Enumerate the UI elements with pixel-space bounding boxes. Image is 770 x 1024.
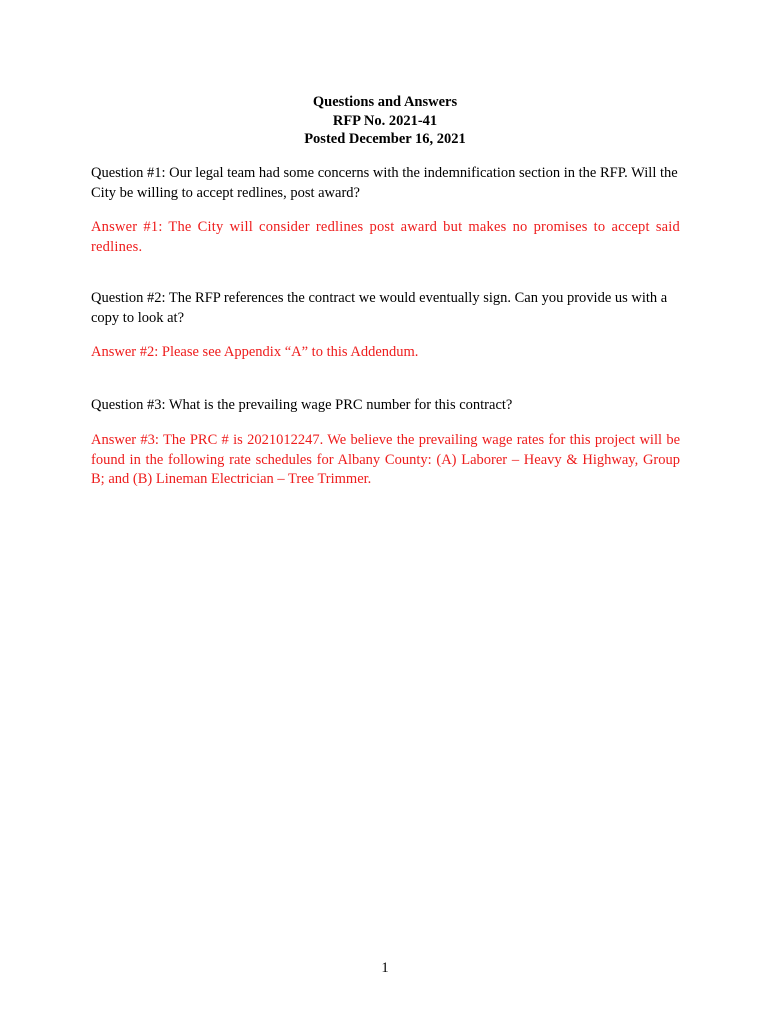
posted-date: Posted December 16, 2021 [304, 131, 466, 147]
answer-3: Answer #3: The PRC # is 2021012247. We believe the prevailing wage rates for this project will be found in the following rate schedules for Albany County: (A) Laborer – Heavy & Highway, Group B; and (B) Lineman Electrician – Tree Trimmer. [91, 432, 680, 487]
document-title: Questions and Answers [312, 94, 458, 110]
page-number: 1 [381, 960, 389, 976]
answer-2: Answer #2: Please see Appendix “A” to this Addendum. [91, 344, 419, 360]
question-1: Question #1: Our legal team had some concerns with the indemnification section in the RFP. Will the City be willing to accept redlines, post award? [91, 165, 678, 201]
answer-1: Answer #1: The City will consider redlines post award but makes no promises to accept said redlines. [91, 219, 680, 255]
question-2: Question #2: The RFP references the contract we would eventually sign. Can you provide us with a copy to look at? [91, 290, 668, 326]
rfp-number: RFP No. 2021-41 [332, 112, 438, 129]
document-header [0, 93, 770, 149]
question-3: Question #3: What is the prevailing wage PRC number for this contract? [91, 397, 513, 413]
